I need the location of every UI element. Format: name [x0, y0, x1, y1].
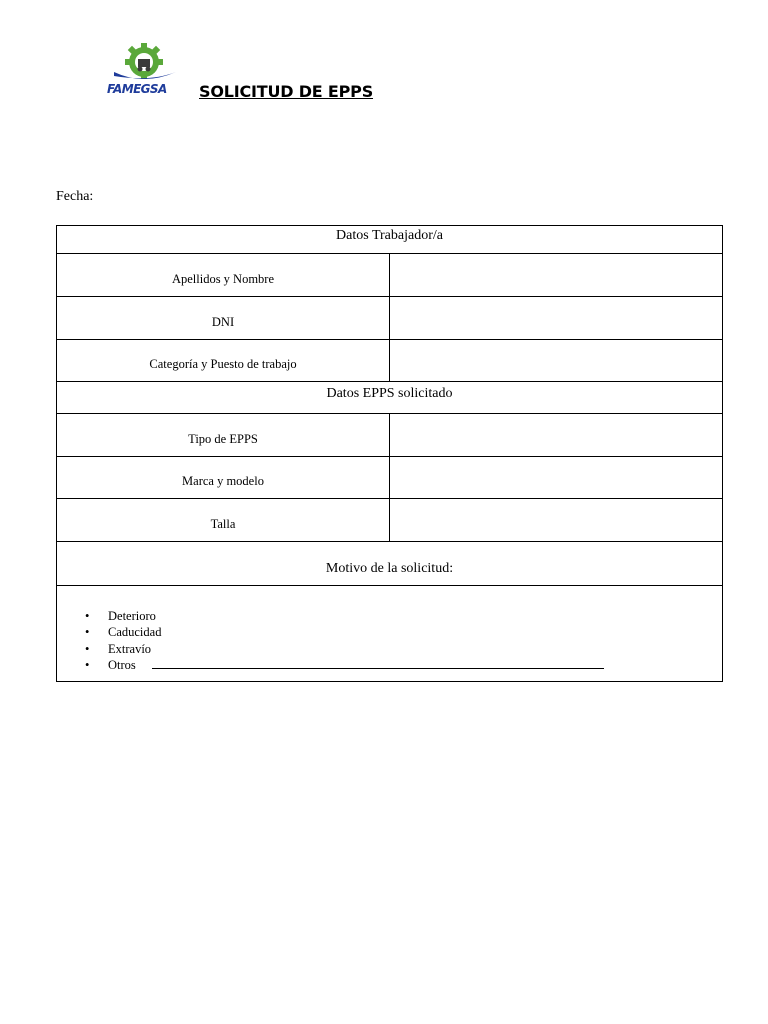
- epps-request-form: [56, 225, 723, 682]
- label-categoria-puesto: Categoría y Puesto de trabajo: [57, 340, 390, 382]
- motivo-option-otros[interactable]: • Otros: [85, 657, 722, 673]
- field-talla[interactable]: [390, 499, 723, 542]
- motivo-option-caducidad[interactable]: • Caducidad: [85, 624, 722, 640]
- field-categoria-puesto[interactable]: [390, 340, 723, 382]
- label-tipo-epps: Tipo de EPPS: [57, 414, 390, 457]
- motivo-option-extravio[interactable]: • Extravío: [85, 641, 722, 657]
- section-heading-trabajador: Datos Trabajador/a: [57, 226, 723, 254]
- field-dni[interactable]: [390, 297, 723, 340]
- motivo-option-deterioro[interactable]: • Deterioro: [85, 608, 722, 624]
- field-tipo-epps[interactable]: [390, 414, 723, 457]
- famegsa-logo: [106, 42, 184, 98]
- section-heading-motivo: Motivo de la solicitud:: [57, 542, 723, 586]
- otros-write-in-line[interactable]: [152, 658, 604, 669]
- document-title: SOLICITUD DE EPPS: [199, 82, 374, 101]
- logo-brand-text: FAMEGSA: [107, 82, 167, 96]
- section-heading-epps: Datos EPPS solicitado: [57, 382, 723, 414]
- motivo-options-cell: [57, 586, 723, 682]
- motivo-options-list: [57, 586, 722, 681]
- field-apellidos-nombre[interactable]: [390, 254, 723, 297]
- label-apellidos-nombre: Apellidos y Nombre: [57, 254, 390, 297]
- label-talla: Talla: [57, 499, 390, 542]
- fecha-label: Fecha:: [56, 189, 94, 204]
- label-dni: DNI: [57, 297, 390, 340]
- label-marca-modelo: Marca y modelo: [57, 457, 390, 499]
- field-marca-modelo[interactable]: [390, 457, 723, 499]
